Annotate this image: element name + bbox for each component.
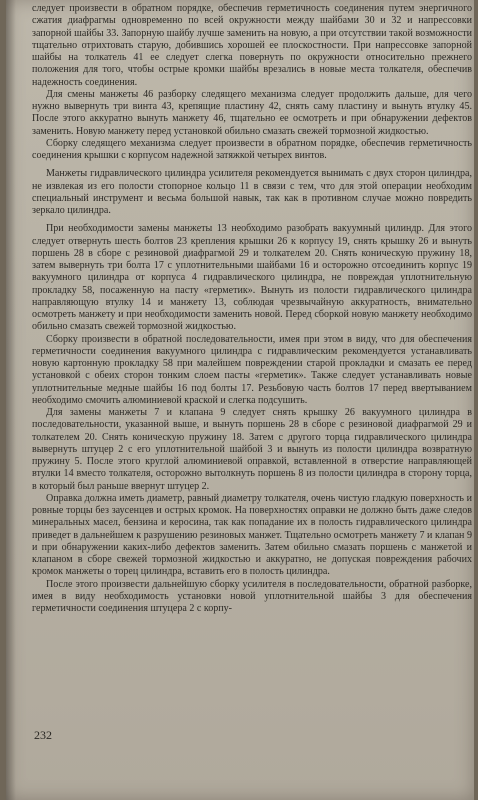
paragraph: Для замены манжеты 7 и клапана 9 следует снять крышку 26 вакуумного цилиндра в последовательности, указанной выше, и вынуть поршень 28 в сборе с резиновой диафрагмой 29 и толкателем 20. Снять коническую пружину 18. Затем с другого торца гидравлического цилиндра вывернуть штуцер 2 с его уплотнительной шайбой 3 и вынуть из полости цилиндра возвратную пружину 5. После этого круглой алюминиевой оправкой, вставленной в отверстие направляющей втулки 14 вместо толкателя, осторожно вытолкнуть поршень 8 из полости цилиндра в сторону торца, в который был раньше ввернут штуцер 2. — [32, 407, 472, 492]
paragraph: Сборку следящего механизма следует произвести в обратном порядке, обеспечив герметичность соединения крышки с корпусом надежной затяжкой четырех винтов. — [32, 137, 472, 161]
page-binding-shadow — [6, 0, 16, 800]
paragraph: После этого произвести дальнейшую сборку усилителя в последовательности, обратной разборке, имея в виду необходимость установки новой уплотнительной шайбы 3 для обеспечения герметичности соединения штуцера 2 с корпу- — [32, 578, 472, 614]
paragraph: Манжеты гидравлического цилиндра усилителя рекомендуется вынимать с двух сторон цилиндра, не извлекая из его полости стопорное кольцо 11 в связи с тем, что для этой операции необходим специальный инструмент и весьма большой навык, так как в противном случае можно повредить зеркало цилиндра. — [32, 168, 472, 216]
paragraph: следует произвести в обратном порядке, обеспечив герметичность соединения путем энергичного сжатия диафрагмы одновременно по всей окружности между шайбами 30 и 32 и напрессовки запорной шайбы 33. Запорную шайбу лучше заменить на новую, а при отсутствии такой возможности тщательно отрихтовать старую, добившись хорошей ее плоскостности. При напрессовке запорной шайбы на толкатель 41 ее следует слегка повернуть по окружности относительно прежнего положения для того, чтобы острые кромки шайбы врезались в новые места толкателя, обеспечив надежность соединения. — [32, 3, 472, 88]
paragraph: Для смены манжеты 46 разборку следящего механизма следует продолжить дальше, для чего нужно вывернуть три винта 43, крепящие пластину 42, снять саму пластину и вынуть втулку 45. После этого аккуратно вынуть манжету 46, тщательно ее осмотреть и при обнаружении дефектов заменить. Новую манжету перед установкой обильно смазать свежей тормозной жидкостью. — [32, 88, 472, 137]
body-text — [32, 3, 472, 615]
paragraph: Оправка должна иметь диаметр, равный диаметру толкателя, очень чистую гладкую поверхность и ровные торцы без заусенцев и острых кромок. На поверхностях оправки не должно быть даже следов минеральных масел, бензина и керосина, так как попадание их в полость гидравлического цилиндра приведет в дальнейшем к разрушению резиновых манжет. Тщательно осмотреть манжету 7 и клапан 9 и при обнаружении каких-либо дефектов заменить. Затем обильно смазать поршень с манжетой и клапаном в сборе свежей тормозной жидкостью и аккуратно, не допуская повреждения рабочих кромок манжеты о торец цилиндра, вставить его в полость цилиндра. — [32, 492, 472, 578]
book-page — [6, 0, 474, 800]
page-number: 232 — [34, 728, 52, 742]
paragraph: Сборку произвести в обратной последовательности, имея при этом в виду, что для обеспечения герметичности соединения вакуумного цилиндра с гидравлическим рекомендуется устанавливать новую картонную прокладку 58 при малейшем повреждении старой прокладки и смазать ее перед установкой с обеих сторон тонким слоем пасты «герметик». Также следует устанавливать новые уплотнительные медные шайбы 16 под болты 17. Резьбовую часть болтов 17 перед ввертыванием необходимо смочить алюминиевой краской и слегка подсушить. — [32, 333, 472, 406]
paragraph: При необходимости замены манжеты 13 необходимо разобрать вакуумный цилиндр. Для этого следует отвернуть шесть болтов 23 крепления крышки 26 к корпусу 19, снять крышку 26 и вынуть поршень 28 в сборе с резиновой диафрагмой 29 и толкателем 20. Снять коническую пружину 18, затем вывернуть три болта 17 с уплотнительными шайбами 16 и осторожно отсоединить корпус 19 вакуумного цилиндра от корпуса 4 гидравлического цилиндра, не повреждая уплотнительную прокладку 58, посаженную на пасту «герметик». Вынуть из полости гидравлического цилиндра направляющую втулку 14 и манжету 13, соблюдая чрезвычайную аккуратность, внимательно осмотреть манжету и при необходимости заменить новой. Перед сборкой новую манжету необходимо обильно смазать свежей тормозной жидкостью. — [32, 223, 472, 333]
